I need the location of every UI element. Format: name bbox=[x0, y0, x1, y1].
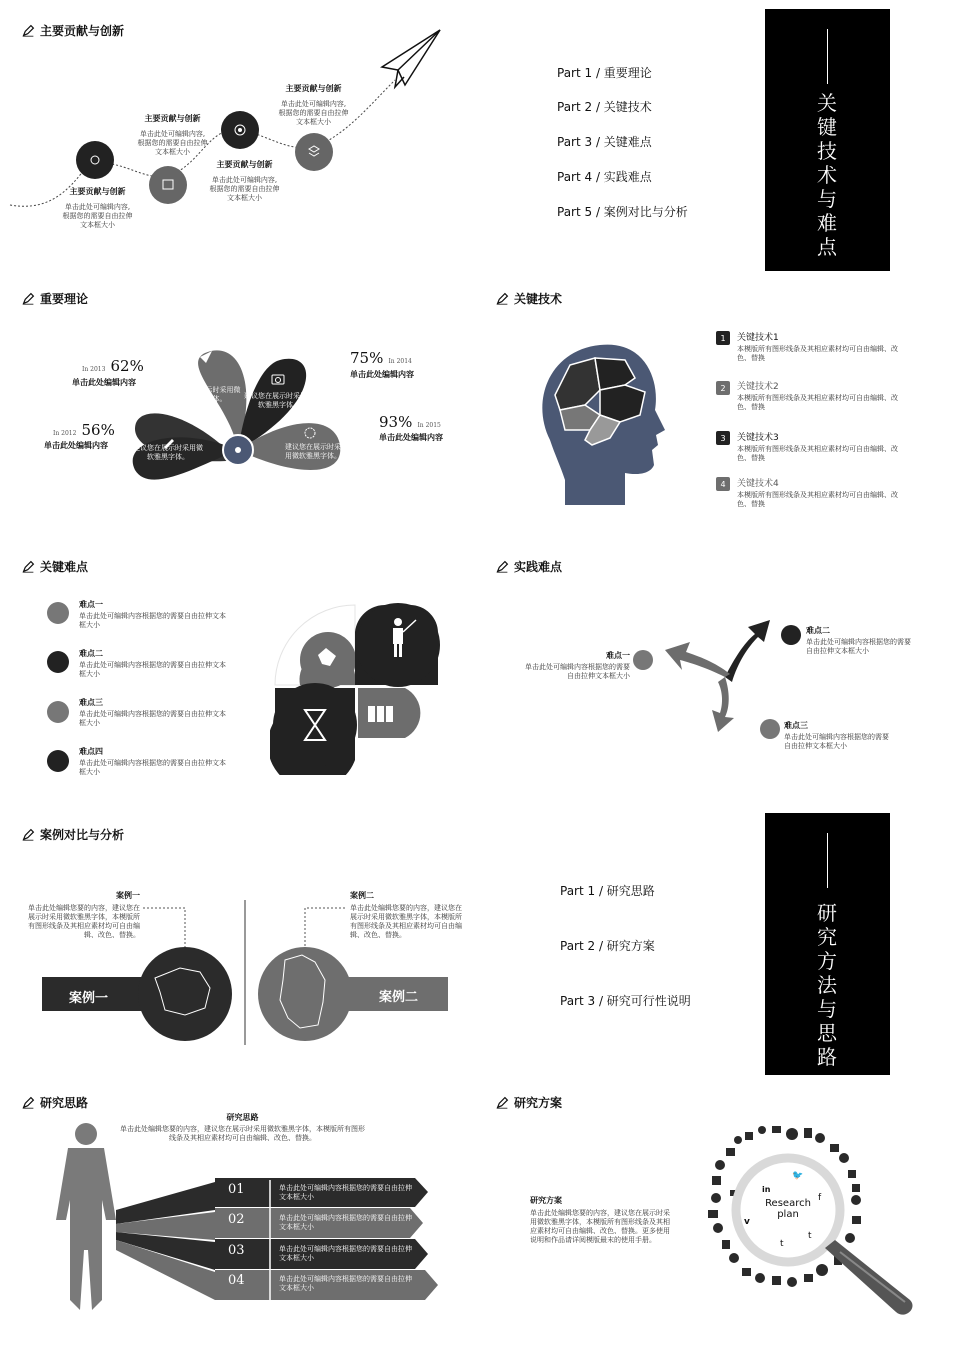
case1-label: 案例一 bbox=[69, 991, 109, 1006]
tech-item-4: 关键技术4 本模版所有图形线条及其相应素材均可自由编辑、改色、替换 bbox=[737, 479, 898, 508]
pencil-icon bbox=[22, 292, 35, 305]
slide6-title: 实践难点 bbox=[496, 558, 562, 575]
stat-2013: In 2013 62% bbox=[82, 357, 144, 375]
case-compare-diagram bbox=[40, 900, 450, 1050]
s8-part-2: Part 2 / 研究方案 bbox=[560, 939, 655, 953]
presenter-icon bbox=[394, 618, 402, 626]
tech-badge-3: 3 bbox=[716, 431, 730, 445]
difficulty-dot-4 bbox=[47, 750, 69, 772]
slide10-title: 研究方案 bbox=[496, 1094, 562, 1111]
svg-text:t: t bbox=[780, 1239, 784, 1249]
s1-item-4: 主要贡献与创新 单击此处可编辑内容, 根据您的需要自由拉伸 文本框大小 bbox=[278, 84, 349, 126]
row-num-2: 02 bbox=[228, 1212, 245, 1227]
stat-2013-label: 单击此处编辑内容 bbox=[72, 378, 136, 387]
s2-part-1: Part 1 / 重要理论 bbox=[557, 66, 652, 80]
svg-text:t: t bbox=[808, 1231, 812, 1241]
row-text-1: 单击此处可编辑内容根据您的需要自由拉伸文本框大小 bbox=[279, 1184, 412, 1201]
difficulty-dot-2 bbox=[47, 651, 69, 673]
slide7-title: 案例对比与分析 bbox=[22, 826, 124, 843]
practice-item-2: 难点二 单击此处可编辑内容根据您的需要自由拉伸文本框大小 bbox=[806, 626, 911, 655]
practice-dot-3 bbox=[760, 719, 780, 739]
s10-text: 研究方案 单击此处编辑您要的内容，建议您在展示时采用微软雅黑字体，本模版所有图形线条及其相应素材均可自由编辑、改色、替换。更多使用说明和作品请详阅模版最末的使用手册。 bbox=[530, 1196, 670, 1244]
magnifier-icon-cloud bbox=[700, 1120, 920, 1320]
slide5-title: 关键难点 bbox=[22, 558, 88, 575]
s8-part-1: Part 1 / 研究思路 bbox=[560, 884, 655, 898]
stat-2014: 75% In 2014 bbox=[350, 349, 412, 367]
pencil-icon bbox=[496, 292, 509, 305]
case2-text: 案例二 单击此处编辑您要的内容，建议您在展示时采用微软雅黑字体，本模版所有图形线条及其相应素材均可自由编辑、改色、替换。 bbox=[350, 891, 462, 939]
svg-text:🐦: 🐦 bbox=[792, 1171, 804, 1181]
practice-item-1: 难点一 单击此处可编辑内容根据您的需要自由拉伸文本框大小 bbox=[525, 651, 630, 680]
practice-dot-1 bbox=[633, 650, 653, 670]
binders-icon bbox=[368, 706, 375, 722]
tech-item-2: 关键技术2 本模版所有图形线条及其相应素材均可自由编辑、改色、替换 bbox=[737, 382, 898, 411]
s2-bar-line bbox=[827, 29, 828, 84]
s1-item-1: 主要贡献与创新 单击此处可编辑内容, 根据您的需要自由拉伸 文本框大小 bbox=[62, 187, 133, 229]
pencil-icon bbox=[22, 828, 35, 841]
s8-section-bar bbox=[765, 813, 890, 1075]
stat-2014-label: 单击此处编辑内容 bbox=[350, 370, 414, 379]
petal-text-2: 建议您在展示时采用微软雅黑字体。 bbox=[244, 392, 314, 409]
s8-vertical-title: 研究方法与思路 bbox=[817, 901, 837, 1069]
tech-badge-1: 1 bbox=[716, 331, 730, 345]
svg-text:v: v bbox=[744, 1217, 750, 1227]
slide3-title: 重要理论 bbox=[22, 290, 88, 307]
s2-part-5: Part 5 / 案例对比与分析 bbox=[557, 205, 688, 219]
pencil-icon bbox=[22, 1096, 35, 1109]
tech-badge-4: 4 bbox=[716, 477, 730, 491]
research-plan-label: Research plan bbox=[765, 1198, 811, 1220]
case2-label: 案例二 bbox=[379, 990, 419, 1005]
petal-text-4: 建议您在展示时采用微软雅黑字体。 bbox=[285, 443, 341, 460]
s8-bar-line bbox=[827, 833, 828, 888]
row-num-1: 01 bbox=[228, 1182, 245, 1197]
row-num-4: 04 bbox=[228, 1273, 245, 1288]
pencil-icon bbox=[22, 560, 35, 573]
pencil-icon bbox=[496, 1096, 509, 1109]
stat-2015: 93% In 2015 bbox=[379, 413, 441, 431]
practice-dot-2 bbox=[781, 625, 801, 645]
tech-item-1: 关键技术1 本模版所有图形线条及其相应素材均可自由编辑、改色、替换 bbox=[737, 333, 898, 362]
tech-badge-2: 2 bbox=[716, 381, 730, 395]
row-text-3: 单击此处可编辑内容根据您的需要自由拉伸文本框大小 bbox=[279, 1245, 412, 1262]
businessman-icon bbox=[56, 1123, 116, 1310]
difficulty-item-4: 难点四 单击此处可编辑内容根据您的需要自由拉伸文本框大小 bbox=[79, 747, 226, 776]
head-brain-icon bbox=[530, 340, 670, 515]
difficulty-dot-1 bbox=[47, 602, 69, 624]
svg-text:in: in bbox=[762, 1185, 771, 1194]
stat-2015-label: 单击此处编辑内容 bbox=[379, 433, 443, 442]
s2-vertical-title: 关键技术与难点 bbox=[817, 91, 837, 259]
theory-flower bbox=[120, 345, 360, 495]
stat-2012: In 2012 56% bbox=[53, 421, 115, 439]
stat-2012-label: 单击此处编辑内容 bbox=[44, 441, 108, 450]
clover-diagram bbox=[270, 600, 445, 775]
s2-part-3: Part 3 / 关键难点 bbox=[557, 135, 652, 149]
difficulty-item-3: 难点三 单击此处可编辑内容根据您的需要自由拉伸文本框大小 bbox=[79, 698, 226, 727]
case1-text: 案例一 单击此处编辑您要的内容，建议您在展示时采用微软雅黑字体，本模版所有图形线条及其相应素材均可自由编辑、改色、替换。 bbox=[28, 891, 140, 939]
s1-item-2: 主要贡献与创新 单击此处可编辑内容, 根据您的需要自由拉伸 文本框大小 bbox=[137, 114, 208, 156]
s2-section-bar bbox=[765, 9, 890, 271]
s9-header: 研究思路 单击此处编辑您要的内容，建议您在展示时采用微软雅黑字体，本模版所有图形线条及其相应素材均可自由编辑、改色、替换。 bbox=[120, 1113, 365, 1142]
s1-item-3: 主要贡献与创新 单击此处可编辑内容, 根据您的需要自由拉伸 文本框大小 bbox=[209, 160, 280, 202]
s8-part-3: Part 3 / 研究可行性说明 bbox=[560, 994, 691, 1008]
difficulty-item-2: 难点二 单击此处可编辑内容根据您的需要自由拉伸文本框大小 bbox=[79, 649, 226, 678]
row-num-3: 03 bbox=[228, 1243, 245, 1258]
difficulty-item-1: 难点一 单击此处可编辑内容根据您的需要自由拉伸文本框大小 bbox=[79, 600, 226, 629]
slide4-title: 关键技术 bbox=[496, 290, 562, 307]
svg-text:f: f bbox=[818, 1193, 822, 1203]
difficulty-dot-3 bbox=[47, 701, 69, 723]
tech-item-3: 关键技术3 本模版所有图形线条及其相应素材均可自由编辑、改色、替换 bbox=[737, 433, 898, 462]
practice-item-3: 难点三 单击此处可编辑内容根据您的需要自由拉伸文本框大小 bbox=[784, 721, 889, 750]
row-text-4: 单击此处可编辑内容根据您的需要自由拉伸文本框大小 bbox=[279, 1275, 412, 1292]
petal-text-1: 建议您在展示时采用微软雅黑字体。 bbox=[170, 386, 241, 403]
paper-plane-icon bbox=[382, 30, 440, 87]
pencil-icon bbox=[496, 560, 509, 573]
s2-part-2: Part 2 / 关键技术 bbox=[557, 100, 652, 114]
petal-text-3: 建议您在展示时采用微软雅黑字体。 bbox=[133, 444, 203, 461]
s2-part-4: Part 4 / 实践难点 bbox=[557, 170, 652, 184]
slide9-title: 研究思路 bbox=[22, 1094, 88, 1111]
slide1-title: 主要贡献与创新 bbox=[22, 22, 124, 39]
row-text-2: 单击此处可编辑内容根据您的需要自由拉伸文本框大小 bbox=[279, 1214, 412, 1231]
